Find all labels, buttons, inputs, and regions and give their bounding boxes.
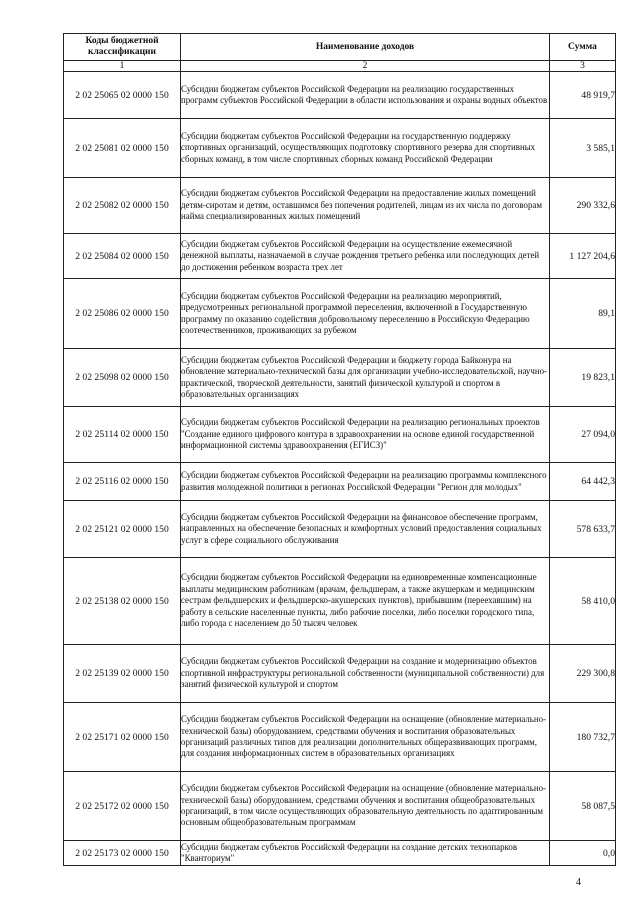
- budget-code: 2 02 25173 02 0000 150: [64, 841, 181, 866]
- table-row: [64, 501, 616, 558]
- revenue-name: Субсидии бюджетам субъектов Российской Федерации на создание и модернизацию объектов спортивной инфраструктуры региональной собственности (муниципальной собственности) для занятий физической культурой и спортом: [181, 645, 550, 703]
- revenue-name: Субсидии бюджетам субъектов Российской Федерации на создание детских технопарков "Кванториум": [181, 841, 550, 866]
- budget-code: 2 02 25139 02 0000 150: [64, 645, 181, 703]
- revenue-name: Субсидии бюджетам субъектов Российской Федерации на реализацию государственных программ субъектов Российской Федерации в области использования и охраны водных объектов: [181, 72, 550, 119]
- table-row: [64, 841, 616, 866]
- revenue-name: Субсидии бюджетам субъектов Российской Федерации на реализацию региональных проектов "Создание единого цифрового контура в здравоохранении на основе единой государственной информационной системы здравоохранения (ЕГИСЗ)": [181, 407, 550, 463]
- amount: 229 300,8: [550, 645, 616, 703]
- revenue-table: [63, 33, 616, 866]
- table-row: [64, 72, 616, 119]
- budget-code: 2 02 25121 02 0000 150: [64, 501, 181, 558]
- budget-code: 2 02 25084 02 0000 150: [64, 234, 181, 279]
- budget-code: 2 02 25082 02 0000 150: [64, 178, 181, 234]
- column-number-row: [64, 61, 616, 72]
- header-codes: Коды бюджетной классификации: [64, 34, 181, 61]
- amount: 64 442,3: [550, 463, 616, 501]
- page-number: 4: [576, 877, 581, 888]
- amount: 89,1: [550, 279, 616, 349]
- amount: 48 919,7: [550, 72, 616, 119]
- revenue-name: Субсидии бюджетам субъектов Российской Федерации на единовременные компенсационные выплаты медицинским работникам (врачам, фельдшерам, а также акушеркам и медицинским сестрам фельдшерских и фельдшерско-акушерских пунктов), прибывшим (переехавшим) на работу в сельские населенные пункты, либо рабочие поселки, либо поселки городского типа, либо города с населением до 50 тысяч человек: [181, 558, 550, 645]
- amount: 0,0: [550, 841, 616, 866]
- revenue-name: Субсидии бюджетам субъектов Российской Федерации на финансовое обеспечение программ, направленных на обеспечение безопасных и комфортных условий предоставления социальных услуг в сфере социального обслуживания: [181, 501, 550, 558]
- amount: 27 094,0: [550, 407, 616, 463]
- table-row: [64, 234, 616, 279]
- table-row: [64, 772, 616, 841]
- revenue-name: Субсидии бюджетам субъектов Российской Федерации на предоставление жилых помещений детям-сиротам и детям, оставшимся без попечения родителей, лицам из их числа по договорам найма специализированных жилых помещений: [181, 178, 550, 234]
- amount: 1 127 204,6: [550, 234, 616, 279]
- amount: 578 633,7: [550, 501, 616, 558]
- amount: 290 332,6: [550, 178, 616, 234]
- table-row: [64, 703, 616, 772]
- column-number-2: 2: [181, 61, 550, 72]
- table-row: [64, 463, 616, 501]
- amount: 19 823,1: [550, 349, 616, 407]
- amount: 3 585,1: [550, 119, 616, 178]
- column-number-1: 1: [64, 61, 181, 72]
- table-row: [64, 279, 616, 349]
- budget-code: 2 02 25171 02 0000 150: [64, 703, 181, 772]
- budget-code: 2 02 25172 02 0000 150: [64, 772, 181, 841]
- table-row: [64, 407, 616, 463]
- revenue-name: Субсидии бюджетам субъектов Российской Федерации на реализацию программы комплексного развития молодежной политики в регионах Российской Федерации "Регион для молодых": [181, 463, 550, 501]
- table-row: [64, 178, 616, 234]
- budget-code: 2 02 25138 02 0000 150: [64, 558, 181, 645]
- budget-code: 2 02 25065 02 0000 150: [64, 72, 181, 119]
- revenue-name: Субсидии бюджетам субъектов Российской Федерации на осуществление ежемесячной денежной выплаты, назначаемой в случае рождения третьего ребенка или последующих детей до достижения ребенком возраста трех лет: [181, 234, 550, 279]
- revenue-name: Субсидии бюджетам субъектов Российской Федерации на оснащение (обновление материально-технической базы) оборудованием, средствами обучения и воспитания общеобразовательных организаций, в том числе осуществляющих образовательную деятельность по адаптированным основным общеобразовательным программам: [181, 772, 550, 841]
- revenue-name: Субсидии бюджетам субъектов Российской Федерации на реализацию мероприятий, предусмотренных региональной программой переселения, включенной в Государственную программу по оказанию содействия добровольному переселению в Российскую Федерацию соотечественников, проживающих за рубежом: [181, 279, 550, 349]
- table-header-row: [64, 34, 616, 61]
- budget-code: 2 02 25086 02 0000 150: [64, 279, 181, 349]
- amount: 58 410,0: [550, 558, 616, 645]
- revenue-name: Субсидии бюджетам субъектов Российской Федерации на государственную поддержку спортивных организаций, осуществляющих подготовку спортивного резерва для спортивных сборных команд, в том числе спортивных сборных команд Российской Федерации: [181, 119, 550, 178]
- header-revenue-name: Наименование доходов: [181, 34, 550, 61]
- amount: 58 087,5: [550, 772, 616, 841]
- revenue-name: Субсидии бюджетам субъектов Российской Федерации и бюджету города Байконура на обновление материально-технической базы для организации учебно-исследовательской, научно-практической, творческой деятельности, занятий физической культурой и спортом в образовательных организациях: [181, 349, 550, 407]
- table-row: [64, 119, 616, 178]
- table-row: [64, 558, 616, 645]
- column-number-3: 3: [550, 61, 616, 72]
- budget-code: 2 02 25081 02 0000 150: [64, 119, 181, 178]
- table-row: [64, 349, 616, 407]
- revenue-name: Субсидии бюджетам субъектов Российской Федерации на оснащение (обновление материально-технической базы) оборудованием, средствами обучения и воспитания образовательных организаций различных типов для реализации дополнительных общеразвивающих программ, для создания информационных систем в образовательных организациях: [181, 703, 550, 772]
- budget-code: 2 02 25116 02 0000 150: [64, 463, 181, 501]
- header-sum: Сумма: [550, 34, 616, 61]
- table-row: [64, 645, 616, 703]
- budget-code: 2 02 25114 02 0000 150: [64, 407, 181, 463]
- amount: 180 732,7: [550, 703, 616, 772]
- budget-code: 2 02 25098 02 0000 150: [64, 349, 181, 407]
